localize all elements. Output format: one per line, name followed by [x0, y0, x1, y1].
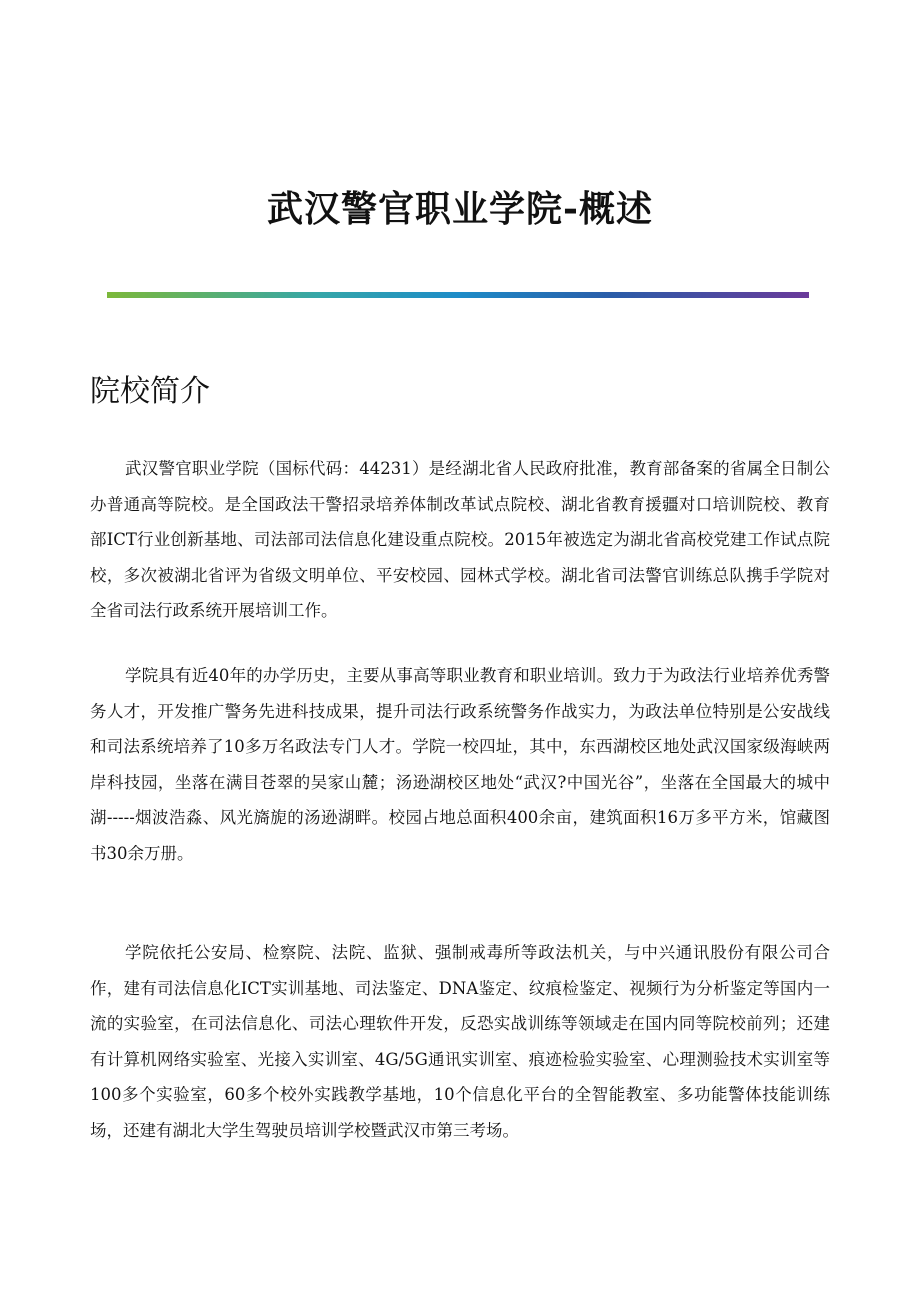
- paragraph-history: 学院具有近40年的办学历史，主要从事高等职业教育和职业培训。致力于为政法行业培养优秀警务人才，开发推广警务先进科技成果，提升司法行政系统警务作战实力，为政法单位特别是公安战线和司法系统培养了10多万名政法专门人才。学院一校四址，其中，东西湖校区地处武汉国家级海峡两岸科技园，坐落在满目苍翠的吴家山麓；汤逊湖校区地处“武汉?中国光谷”，坐落在全国最大的城中湖-----烟波浩淼、风光旖旎的汤逊湖畔。校园占地总面积400余亩，建筑面积16万多平方米，馆藏图书30余万册。: [90, 666, 830, 863]
- section-heading: 院校简介: [90, 374, 210, 409]
- paragraph-facilities: 学院依托公安局、检察院、法院、监狱、强制戒毒所等政法机关，与中兴通讯股份有限公司合作，建有司法信息化ICT实训基地、司法鉴定、DNA鉴定、纹痕检鉴定、视频行为分析鉴定等国内一流的实验室，在司法信息化、司法心理软件开发，反恐实战训练等领域走在国内同等院校前列；还建有计算机网络实验室、光接入实训室、4G/5G通讯实训室、痕迹检验实验室、心理测验技术实训室等100多个实验室，60多个校外实践教学基地，10个信息化平台的全智能教室、多功能警体技能训练场，还建有湖北大学生驾驶员培训学校暨武汉市第三考场。: [90, 943, 830, 1140]
- title-gradient-divider: [107, 292, 809, 298]
- paragraph-intro: 武汉警官职业学院（国标代码：44231）是经湖北省人民政府批准，教育部备案的省属全日制公办普通高等院校。是全国政法干警招录培养体制改革试点院校、湖北省教育援疆对口培训院校、教育部ICT行业创新基地、司法部司法信息化建设重点院校。2015年被选定为湖北省高校党建工作试点院校，多次被湖北省评为省级文明单位、平安校园、园林式学校。湖北省司法警官训练总队携手学院对全省司法行政系统开展培训工作。: [90, 459, 830, 620]
- document-title: 武汉警官职业学院-概述: [267, 188, 653, 230]
